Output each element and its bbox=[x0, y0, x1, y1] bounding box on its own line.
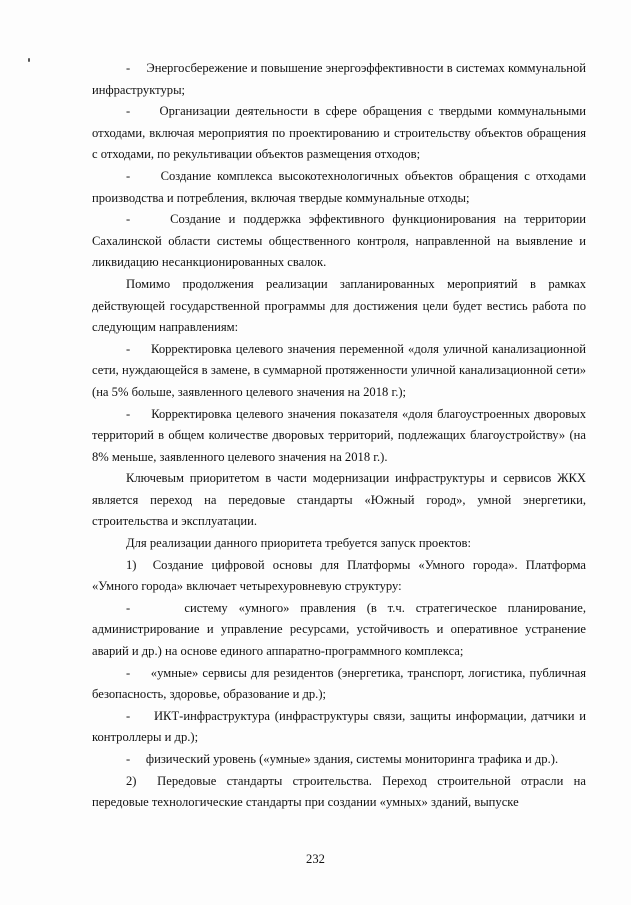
bullet-smart-services: - «умные» сервисы для резидентов (энергетика, транспорт, логистика, публичная безопасность, здоровье, образование и др.); bbox=[92, 665, 586, 702]
document-body bbox=[92, 58, 586, 814]
item-digital-platform: 1) Создание цифровой основы для Платформы «Умного города». Платформа «Умного города» включает четырехуровневую структуру: bbox=[92, 557, 586, 594]
paragraph-projects-intro: Для реализации данного приоритета требуется запуск проектов: bbox=[126, 536, 471, 551]
bullet-smart-governance: - системy «умного» правления (в т.ч. стратегическое планирование, администрирование и управление ресурсами, устойчивость и оперативное устранение аварий и др.) на основе единого аппаратно-программного комплекса; bbox=[92, 600, 586, 659]
bullet-energy-saving: - Энергосбережение и повышение энергоэффективности в системах коммунальной инфраструктуры; bbox=[92, 61, 586, 97]
bullet-high-tech-waste-facilities: - Создание комплекса высокотехнологичных объектов обращения с отходами производства и потребления, включая твердые коммунальные отходы; bbox=[92, 168, 586, 205]
bullet-physical-level: - физический уровень («умные» здания, системы мониторинга трафика и др.). bbox=[126, 752, 559, 766]
bullet-ict-infrastructure: - ИКТ-инфраструктура (инфраструктуры связи, защиты информации, датчики и контроллеры и др.); bbox=[92, 708, 586, 745]
item-construction-standards: 2) Передовые стандарты строительства. Переход строительной отрасли на передовые технологические стандарты при создании «умных» зданий, выпуске bbox=[92, 773, 586, 810]
paragraph-additional-directions: Помимо продолжения реализации запланированных мероприятий в рамках действующей государственной программы для достижения цели будет вестись работа по следующим направлениям: bbox=[92, 276, 586, 335]
bullet-waste-management: - Организации деятельности в сфере обращения с твердыми коммунальными отходами, включая мероприятия по проектированию и строительству объектов обращения с отходами, по рекультивации объектов размещения отходов; bbox=[92, 104, 586, 162]
scan-speck bbox=[28, 58, 30, 62]
bullet-courtyards-target: - Корректировка целевого значения показателя «доля благоустроенных дворовых территорий в общем количестве дворовых территорий, подлежащих благоустройству» (на 8% меньше, заявленного целевого значения на 2018 г.). bbox=[92, 406, 586, 464]
paragraph-key-priority: Ключевым приоритетом в части модернизации инфраструктуры и сервисов ЖКХ является переход на передовые стандарты «Южный город», умной энергетики, строительства и эксплуатации. bbox=[92, 471, 586, 529]
page-number: 232 bbox=[306, 852, 325, 866]
bullet-sewer-network-target: - Корректировка целевого значения переменной «доля уличной канализационной сети, нуждающейся в замене, в суммарной протяженности уличной канализационной сети» (на 5% больше, заявленного целевого значения на 2018 г.); bbox=[92, 341, 586, 399]
bullet-public-control-system: - Создание и поддержка эффективного функционирования на территории Сахалинской области системы общественного контроля, направленной на выявление и ликвидацию несанкционированных свалок. bbox=[92, 212, 586, 270]
